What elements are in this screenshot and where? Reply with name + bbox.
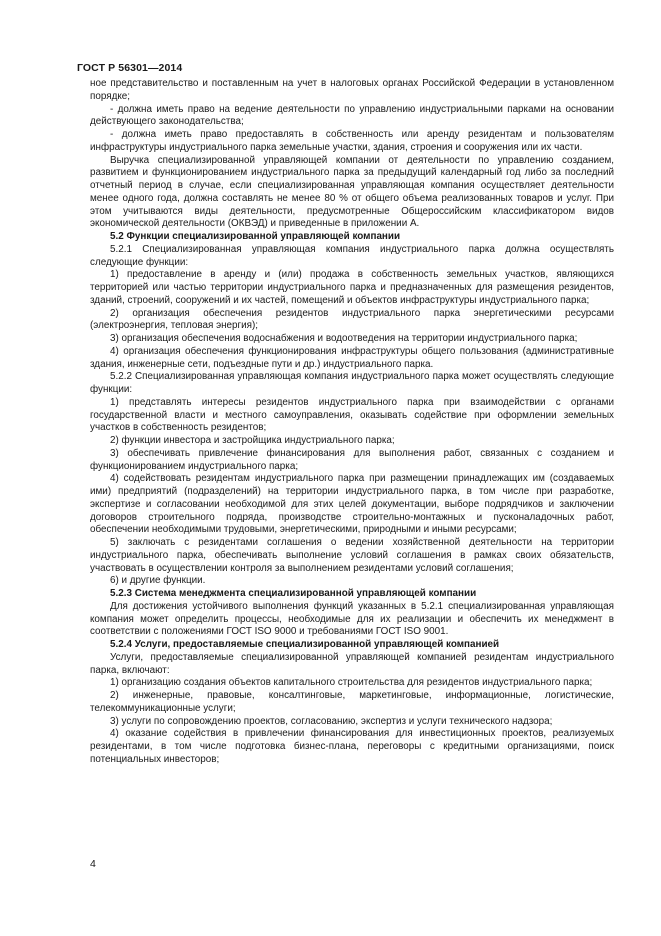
paragraph: - должна иметь право на ведение деятельности по управлению индустриальными парками на основании действующего законодательства; [90,103,614,128]
paragraph: 4) организация обеспечения функционирования инфраструктуры общего пользования (административные здания, инженерные сети, подъездные пути и др.) индустриального парка. [90,345,614,370]
paragraph: 1) организацию создания объектов капитального строительства для резидентов индустриального парка; [110,677,593,689]
paragraph: 6) и другие функции. [110,575,206,587]
paragraph: 3) организация обеспечения водоснабжения и водоотведения на территории индустриального парка; [110,333,578,344]
section-heading: 5.2.4 Услуги, предоставляемые специализированной управляющей компанией [110,639,500,650]
paragraph: 2) инженерные, правовые, консалтинговые, маркетинговые, информационные, логистические, телекоммуникационные услуги; [90,690,614,714]
paragraph: 5.2.2 Специализированная управляющая компания индустриального парка может осуществлять следующие функции: [90,371,614,395]
paragraph: 5) заключать с резидентами соглашения о ведении хозяйственной деятельности на территории индустриального парка, обеспечивать выполнение условий соглашения в рамках своих обязательств, участвовать в осуществлении контроля за выполнением резидентами условий соглашения; [90,537,614,574]
document-header: ГОСТ Р 56301—2014 [77,62,183,74]
paragraph: 4) оказание содействия в привлечении финансирования для инвестиционных проектов, реализуемых резидентами, в том числе подготовка бизнес-плана, переговоры с кредитными организациями, поиск потенциальных инвесторов; [90,728,614,765]
paragraph: 1) предоставление в аренду и (или) продажа в собственность земельных участков, являющихся территорией или частью территории индустриального парка и предназначенных для размещения резидентов, зданий, строений, сооружений и их частей, помещений и объектов инфраструктуры индустриального парка; [90,269,614,306]
body-text [90,78,614,767]
paragraph: - должна иметь право предоставлять в собственность или аренду резидентам и пользователям инфраструктуры индустриального парка земельные участки, здания, строения и сооружения или их части. [90,129,614,153]
page-number: 4 [90,858,96,870]
paragraph: 2) организация обеспечения резидентов индустриального парка энергетическими ресурсами (электроэнергия, тепловая энергия); [90,307,614,332]
paragraph: ное представительство и поставленным на учет в налоговых органах Российской Федерации в установленном порядке; [90,78,614,102]
section-heading: 5.2.3 Система менеджмента специализированной управляющей компании [110,588,477,599]
paragraph: 3) обеспечивать привлечение финансирования для выполнения работ, связанных с созданием и функционированием индустриального парка; [90,447,614,472]
paragraph: 4) содействовать резидентам индустриального парка при размещении принадлежащих им (создаваемых ими) предприятий (подразделений) на территории индустриального парка, в том числе при разработке, экспертизе и согласовании необходимой для этих целей документации, выборе подрядчиков и заключении договоров строительного подряда, производстве строительно-монтажных и пусконаладочных работ, обеспечении необходимыми трудовыми, энергетическими, природными и иными ресурсами; [90,473,614,536]
paragraph: 5.2.1 Специализированная управляющая компания индустриального парка должна осуществлять следующие функции: [90,243,614,268]
paragraph: 3) услуги по сопровождению проектов, согласованию, экспертиз и услуги технического надзора; [110,715,553,727]
section-heading: 5.2 Функции специализированной управляющей компании [110,231,401,242]
paragraph: Услуги, предоставляемые специализированной управляющей компанией резидентам индустриального парка, включают: [90,651,614,676]
paragraph: Выручка специализированной управляющей компании от деятельности по управлению созданием, развитием и функционированием индустриального парка за предыдущий календарный год либо за последний отчетный период в случае, если специализированная управляющая компания осуществляет деятельности менее одного года, должна составлять не менее 80 % от общего объема реализованных товаров и услуг. При этом учитываются виды деятельности, предусмотренные Общероссийским классификатором видов экономической деятельности (ОКВЭД) и приведенные в приложении А. [90,154,614,230]
paragraph: 1) представлять интересы резидентов индустриального парка при взаимодействии с органами государственной власти и местного самоуправления, оказывать содействие при оформлении земельных участков в собственность резидентов; [90,396,614,434]
paragraph: Для достижения устойчивого выполнения функций указанных в 5.2.1 специализированная управляющая компания может определить процессы, необходимые для их реализации и обеспечить их менеджмент в соответствии с положениями ГОСТ ISO 9000 и требованиями ГОСТ ISO 9001. [90,600,614,638]
paragraph: 2) функции инвестора и застройщика индустриального парка; [110,435,395,446]
